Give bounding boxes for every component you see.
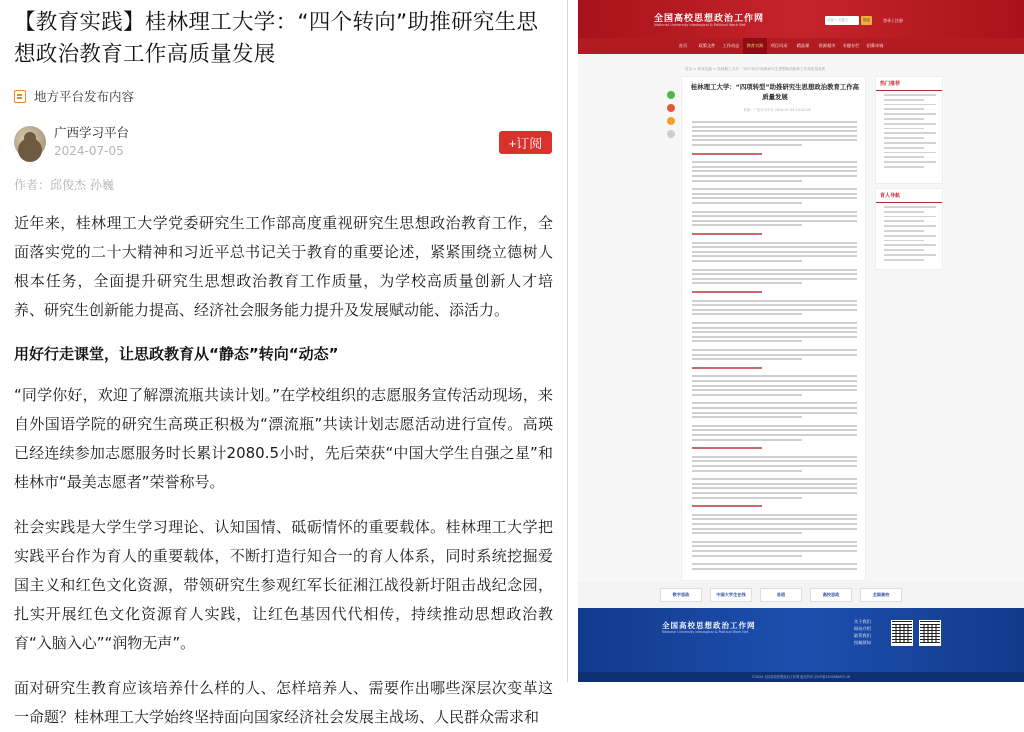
site-article-meta: 来源：广西学习平台 2024-07-05 10:22:00 — [743, 108, 811, 112]
text-line — [692, 545, 857, 547]
partner-link[interactable]: 数字思政 — [660, 588, 702, 602]
text-line — [692, 532, 802, 534]
text-line — [692, 478, 857, 480]
source-label: 地方平台发布内容 — [34, 89, 135, 104]
author-row — [14, 125, 553, 159]
text-line — [692, 215, 857, 217]
text-line — [692, 313, 802, 315]
text-line — [692, 224, 802, 226]
pane-divider — [567, 0, 568, 682]
side-list-item[interactable] — [884, 94, 936, 96]
text-line — [692, 394, 802, 396]
text-line — [692, 193, 857, 195]
side-list-item[interactable] — [884, 152, 936, 154]
text-line — [692, 322, 857, 324]
text-line — [692, 170, 857, 172]
text-line — [692, 416, 802, 418]
text-line — [692, 505, 762, 507]
hot-recommend-panel — [875, 76, 943, 184]
paragraph-2: “同学你好，欢迎了解漂流瓶共读计划。”在学校组织的志愿服务宣传活动现场，来自外国语学院的研究生高瑛正积极为“漂流瓶”共读计划志愿活动进行宣传。高瑛已经连续参加志愿服务时长累计2080.5小时，先后荣获“中国大学生自强之星”和桂林市“最美志愿者”荣誉称号。 — [14, 386, 553, 491]
site-article — [681, 76, 866, 581]
text-line — [692, 291, 762, 293]
nav-item[interactable]: 项目风采 — [770, 43, 788, 48]
text-line — [692, 555, 802, 557]
footer-col-title: 关于我们 — [854, 619, 871, 624]
side-list-item[interactable] — [884, 118, 924, 120]
side-list-item[interactable] — [884, 216, 936, 218]
side-list-item[interactable] — [884, 123, 936, 125]
footer-link[interactable]: 联系我们 — [854, 633, 871, 638]
text-line — [692, 161, 857, 163]
side-list-item[interactable] — [884, 142, 936, 144]
text-line — [692, 425, 857, 427]
text-line — [692, 282, 802, 284]
copyright: ©2024 全国高校思想政治工作网 版权所有 京ICP备12003695号-16 — [578, 672, 1024, 682]
login-links[interactable]: 登录 | 注册 — [883, 18, 903, 23]
breadcrumb[interactable]: 首页 > 教育实践 > 桂林理工大学：“四个转向”助推研究生思想政治教育工作高质量发展 — [685, 67, 826, 71]
text-line — [692, 460, 857, 462]
publish-date: 2024-07-05 — [54, 144, 124, 158]
text-line — [692, 273, 857, 275]
site-article-title: 桂林理工大学：“四项转型”助推研究生思想政治教育工作高质量发展 — [690, 83, 860, 101]
text-line — [692, 197, 857, 199]
footer-logo: 全国高校思想政治工作网 — [662, 621, 756, 630]
partner-link[interactable]: 中国大学生在线 — [710, 588, 752, 602]
nav-item[interactable]: 资源超市 — [818, 43, 836, 48]
side-list-item[interactable] — [884, 128, 924, 130]
article-title: 【教育实践】桂林理工大学：“四个转向”助推研究生思想政治教育工作高质量发展 — [14, 10, 539, 67]
text-line — [692, 220, 857, 222]
footer-link[interactable]: 投稿须知 — [854, 640, 871, 645]
side-list-item[interactable] — [884, 240, 924, 242]
text-line — [692, 518, 857, 520]
text-line — [692, 483, 857, 485]
nav-item-active[interactable]: 教育实践 — [743, 38, 767, 54]
site-logo-subtitle: National University Ideological & Political Work Net — [654, 23, 746, 27]
text-line — [692, 563, 857, 565]
text-line — [692, 340, 802, 342]
text-line — [692, 354, 857, 356]
side-list-item[interactable] — [884, 244, 936, 246]
text-line — [692, 523, 857, 525]
side-list-item[interactable] — [884, 225, 936, 227]
search-input[interactable]: 请输入关键字 — [825, 16, 859, 25]
text-line — [692, 541, 857, 543]
text-line — [692, 139, 857, 141]
footer-logo-subtitle: National University Ideological & Political Work Net — [662, 630, 749, 634]
text-line — [692, 456, 857, 458]
nav-item[interactable]: 专题专栏 — [842, 43, 860, 48]
text-line — [692, 211, 857, 213]
paragraph-1: 近年来，桂林理工大学党委研究生工作部高度重视研究生思想政治教育工作，全面落实党的二十大精神和习近平总书记关于教育的重要论述，紧紧围绕立德树人根本任务，全面提升研究生思想政治教育工作质量，为学校高质量创新人才培养、研究生创新能力提高、经济社会服务能力提升及发展赋动能、添活力。 — [14, 214, 553, 319]
footer-link[interactable]: 网站介绍 — [854, 626, 871, 631]
text-line — [692, 246, 857, 248]
nav-item[interactable]: 招募申请 — [866, 43, 884, 48]
text-line — [692, 188, 857, 190]
text-line — [692, 121, 857, 123]
text-line — [692, 429, 857, 431]
text-line — [692, 251, 857, 253]
text-line — [692, 465, 857, 467]
text-line — [692, 202, 802, 204]
text-line — [692, 470, 802, 472]
text-line — [692, 568, 857, 570]
site-header — [578, 0, 1024, 38]
site-content — [578, 54, 1024, 597]
paragraph-3: 社会实践是大学生学习理论、认知国情、砥砺情怀的重要载体。桂林理工大学把实践平台作为育人的重要载体，不断打造行知合一的育人体系，同时系统挖掘爱国主义和红色文化资源，带领研究生参观红军长征湘江战役新圩阻击战纪念园，扎实开展红色文化资源育人实践，让红色基因代代相传，持续推动思想政治教育“入脑入心”“润物无声”。 — [14, 518, 553, 652]
text-line — [692, 331, 857, 333]
text-line — [692, 126, 857, 128]
side-list-item[interactable] — [884, 137, 924, 139]
section-heading: 用好行走课堂，让思政教育从“静态”转向“动态” — [14, 345, 339, 363]
side-list-item[interactable] — [884, 211, 924, 213]
nav-item[interactable]: 政策文件 — [698, 43, 716, 48]
text-line — [692, 514, 857, 516]
side-list-item[interactable] — [884, 147, 924, 149]
search-button[interactable]: 搜索 — [861, 16, 872, 25]
side-list-item[interactable] — [884, 132, 936, 134]
nav-item[interactable]: 精品课 — [796, 43, 810, 48]
text-line — [692, 180, 802, 182]
text-line — [692, 349, 857, 351]
side-list-item[interactable] — [884, 220, 924, 222]
wechat-share-icon[interactable] — [667, 91, 675, 99]
qq-share-icon[interactable] — [667, 117, 675, 125]
qr-code-icon — [891, 620, 913, 646]
text-line — [692, 269, 857, 271]
text-line — [692, 336, 857, 338]
avatar[interactable] — [14, 126, 46, 158]
text-line — [692, 278, 857, 280]
partner-link[interactable]: 全国高校 — [860, 588, 902, 602]
document-icon — [14, 90, 26, 103]
text-line — [692, 497, 802, 499]
text-line — [692, 550, 857, 552]
author-name[interactable]: 广西学习平台 — [54, 125, 130, 140]
hot-recommend-title: 热门推荐 — [876, 77, 942, 91]
text-line — [692, 166, 857, 168]
footer-links — [854, 618, 871, 646]
qr-code-icon — [919, 620, 941, 646]
text-line — [692, 144, 802, 146]
text-line — [692, 300, 857, 302]
text-line — [692, 380, 857, 382]
nav-item[interactable]: 工作动态 — [722, 43, 740, 48]
side-list-item[interactable] — [884, 166, 924, 168]
side-list-item[interactable] — [884, 108, 924, 110]
side-list-item[interactable] — [884, 206, 936, 208]
text-line — [692, 309, 857, 311]
more-share-icon[interactable] — [667, 130, 675, 138]
side-list-item[interactable] — [884, 161, 936, 163]
site-nav — [578, 38, 1024, 54]
nav-recommend-list[interactable] — [876, 206, 942, 261]
text-line — [692, 153, 762, 155]
text-line — [692, 487, 857, 489]
text-line — [692, 242, 857, 244]
text-line — [692, 407, 857, 409]
text-line — [692, 255, 857, 257]
side-list-item[interactable] — [884, 249, 924, 251]
site-logo[interactable]: 全国高校思想政治工作网 — [654, 14, 765, 24]
text-line — [692, 260, 802, 262]
side-list-item[interactable] — [884, 254, 936, 256]
byline: 作者：邱俊杰 孙巍 — [14, 178, 114, 192]
nav-item[interactable]: 首页 — [678, 43, 688, 48]
text-line — [692, 412, 857, 414]
text-line — [692, 492, 857, 494]
nav-recommend-panel — [875, 188, 943, 270]
side-list-item[interactable] — [884, 156, 924, 158]
paragraph-4: 面对研究生教育应该培养什么样的人、怎样培养人、需要作出哪些深层次变革这一命题？桂林理工大学始终坚持面向国家经济社会发展主战场、人民群众需求和 — [14, 679, 553, 726]
text-line — [692, 130, 857, 132]
text-line — [692, 327, 857, 329]
text-line — [692, 439, 802, 441]
partner-link[interactable]: 高校思政 — [810, 588, 852, 602]
side-list-item[interactable] — [884, 104, 936, 106]
text-line — [692, 434, 857, 436]
text-line — [692, 304, 857, 306]
source-row — [14, 87, 553, 105]
text-line — [692, 367, 762, 369]
nav-recommend-title: 育人导航 — [876, 189, 942, 203]
text-line — [692, 447, 762, 449]
text-line — [692, 385, 857, 387]
side-list-item[interactable] — [884, 99, 924, 101]
site-footer — [578, 608, 1024, 672]
subscribe-button[interactable]: +订阅 — [499, 131, 552, 154]
hot-recommend-list[interactable] — [876, 94, 942, 168]
text-line — [692, 402, 857, 404]
text-line — [692, 233, 762, 235]
text-line — [692, 375, 857, 377]
text-line — [692, 389, 857, 391]
side-list-item[interactable] — [884, 235, 936, 237]
text-line — [692, 135, 857, 137]
desktop-website-pane — [578, 0, 1024, 682]
side-list-item[interactable] — [884, 259, 924, 261]
text-line — [692, 528, 857, 530]
text-line — [692, 358, 802, 360]
partner-links — [578, 582, 1024, 608]
side-list-item[interactable] — [884, 230, 924, 232]
text-line — [692, 175, 857, 177]
weibo-share-icon[interactable] — [667, 104, 675, 112]
partner-link[interactable]: 易班 — [760, 588, 802, 602]
side-list-item[interactable] — [884, 113, 936, 115]
